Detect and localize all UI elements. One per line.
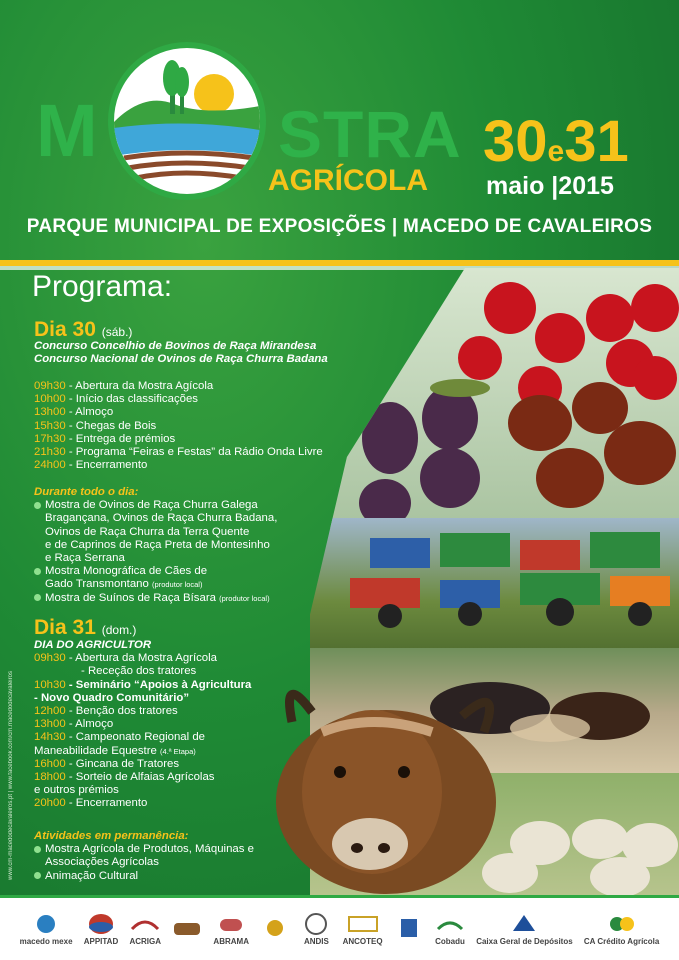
schedule-item: 20h00 - Encerramento (34, 797, 148, 810)
schedule-item: 13h00 - Almoço (34, 406, 114, 419)
dia-30-weekday: (sáb.) (101, 325, 133, 339)
list-item: Mostra de Ovinos de Raça Churra Galega (34, 499, 277, 512)
day-connector: e (547, 135, 565, 168)
day-30: 30 (483, 109, 548, 174)
sponsor-mark-icon (130, 913, 160, 935)
contest-ovinos: Concurso Nacional de Ovinos de Raça Churra Badana (34, 353, 328, 366)
bullet-icon (34, 846, 41, 853)
schedule-item: 21h30 - Programa “Feiras e Festas” da Rádio Onda Livre (34, 446, 323, 459)
list-item-cont: Gado Transmontano (produtor local) (45, 578, 203, 591)
sponsor-mark-icon (509, 913, 539, 935)
schedule-item: 15h30 - Chegas de Bois (34, 419, 157, 432)
list-item: Mostra Monográfica de Cães de (34, 565, 277, 578)
sponsor-mark-icon (348, 913, 378, 935)
title-agricola: AGRÍCOLA (268, 164, 428, 197)
sponsor-logo: macedo mexe (20, 913, 73, 946)
logo-landscape-icon (114, 48, 260, 194)
dia-31-heading (34, 616, 136, 640)
permanencia-title: Atividades em permanência: (34, 830, 189, 842)
schedule-item: - Novo Quadro Comunitário” (34, 691, 190, 704)
sponsor-mark-icon (301, 913, 331, 935)
bullet-icon (34, 568, 41, 575)
sponsor-logo (172, 917, 202, 941)
schedule-item: 09h30 - Abertura da Mostra Agrícola (34, 652, 218, 665)
sponsor-mark-icon (86, 913, 116, 935)
sponsor-logo: ANDIS (301, 913, 331, 946)
list-item: Mostra Agrícola de Produtos, Máquinas e (34, 843, 254, 856)
schedule-item: 14h30 - Campeonato Regional de (34, 731, 205, 744)
bullet-icon (34, 502, 41, 509)
sponsor-logo: APPITAD (84, 913, 119, 946)
sponsor-logo: Caixa Geral de Depósitos (476, 913, 572, 946)
list-item-cont: Associações Agrícolas (45, 856, 159, 869)
title-m: M (36, 89, 99, 172)
dia-do-agricultor: DIA DO AGRICULTOR (34, 639, 152, 651)
contest-bovinos: Concurso Concelhio de Bovinos de Raça Mirandesa (34, 340, 317, 352)
side-url: www.cm-macedodecavaleiros.pt | www.facebook.com/cm.macedodecavaleiros (8, 671, 14, 880)
schedule-item: Maneabilidade Equestre (4.ª Etapa) (34, 744, 196, 757)
schedule-item: - Receção dos tratores (81, 665, 197, 678)
sponsor-mark-icon (216, 913, 246, 935)
tractors-photo (310, 518, 679, 658)
list-item-cont: Bragançana, Ovinos de Raça Churra Badana, (45, 512, 278, 525)
event-days (483, 108, 629, 175)
sponsor-mark-icon (607, 913, 637, 935)
sponsor-mark-icon (31, 913, 61, 935)
dia-30-schedule (34, 380, 323, 472)
sponsor-logo: Cobadu (435, 913, 465, 946)
schedule-item: 24h00 - Encerramento (34, 459, 148, 472)
schedule-item: 12h00 - Benção dos tratores (34, 705, 178, 718)
mostra-logo (108, 42, 266, 200)
sponsor-mark-icon (394, 917, 424, 939)
cherries-chestnuts-olives-photo (310, 268, 679, 528)
event-month-year: maio |2015 (486, 172, 614, 200)
mirandesa-cow-photo (262, 672, 510, 894)
schedule-item: e outros prémios (34, 784, 119, 797)
list-item: Mostra de Suínos de Raça Bísara (produtor local) (34, 592, 277, 605)
bullet-icon (34, 872, 41, 879)
sponsor-logo (260, 917, 290, 941)
fruit-illustration (310, 268, 679, 528)
schedule-item: 13h00 - Almoço (34, 718, 114, 731)
sponsor-logo: CA Crédito Agrícola (584, 913, 659, 946)
sponsor-logo: ANCOTEQ (343, 913, 383, 946)
sponsor-mark-icon (260, 917, 290, 939)
schedule-item: 16h00 - Gincana de Tratores (34, 757, 180, 770)
dia-31-schedule (34, 639, 251, 811)
schedule-item: 10h30 - Seminário “Apoios à Agricultura (34, 678, 252, 691)
durante-todo-o-dia (34, 486, 277, 605)
dia-30-label: Dia 30 (34, 318, 96, 341)
sponsor-logo: ACRIGA (129, 913, 161, 946)
list-item-cont: Ovinos de Raça Churra da Terra Quente (45, 525, 250, 538)
sponsors-bar (0, 895, 679, 960)
list-item: Animação Cultural (34, 870, 254, 883)
venue: PARQUE MUNICIPAL DE EXPOSIÇÕES | MACEDO DE CAVALEIROS (26, 216, 653, 237)
title-stra: STRA (278, 97, 462, 171)
schedule-item: 18h00 - Sorteio de Alfaias Agrícolas (34, 771, 215, 784)
schedule-item: 09h30 - Abertura da Mostra Agícola (34, 380, 214, 392)
durante-title: Durante todo o dia: (34, 486, 139, 498)
sponsor-mark-icon (172, 917, 202, 939)
list-item-cont: e de Caprinos de Raça Preta de Montesinho (45, 538, 270, 551)
sponsor-logo: ABRAMA (213, 913, 249, 946)
dia-31-weekday: (dom.) (101, 623, 137, 637)
schedule-item: 17h30 - Entrega de prémios (34, 432, 176, 445)
dia-30-contests (34, 340, 328, 366)
schedule-item: 10h00 - Início das classificações (34, 393, 198, 406)
programa-heading: Programa: (32, 270, 173, 303)
dia-30-heading (34, 318, 132, 342)
bullet-icon (34, 594, 41, 601)
dia-31-label: Dia 31 (34, 616, 96, 639)
sponsor-logo (394, 917, 424, 941)
sponsor-mark-icon (435, 913, 465, 935)
list-item-cont: e Raça Serrana (45, 552, 125, 565)
atividades-permanencia (34, 830, 254, 883)
day-31: 31 (564, 109, 629, 174)
tractors-illustration (310, 518, 679, 658)
